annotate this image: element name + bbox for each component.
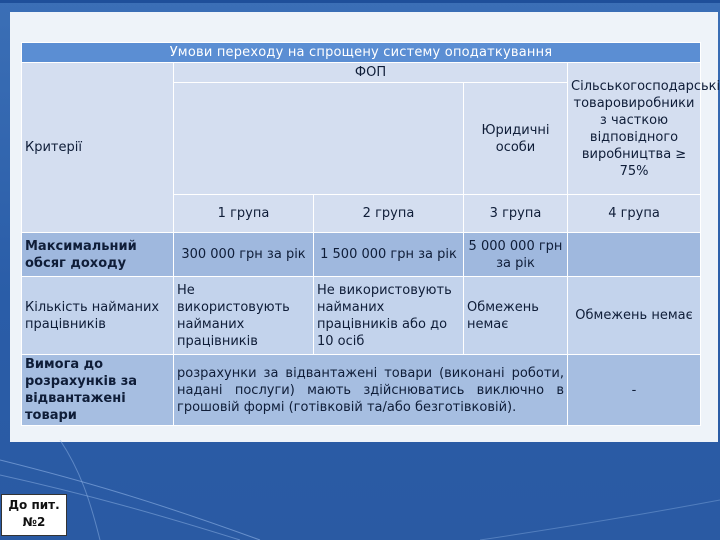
table-row [22, 355, 701, 426]
employees-group-2: Не використовують найманих працівників або до 10 осіб [314, 277, 464, 355]
payments-group-4: - [568, 355, 701, 426]
income-group-2: 1 500 000 грн за рік [314, 233, 464, 277]
note-line-1: До пит. [8, 498, 60, 512]
criterion-payments: Вимога до розрахунків за відвантажені товари [22, 355, 174, 426]
table-title: Умови переходу на спрощену систему оподаткування [22, 43, 701, 63]
income-group-4 [568, 233, 701, 277]
employees-group-1: Не використовують найманих працівників [174, 277, 314, 355]
fop-blank-cell [174, 83, 464, 195]
note-line-2: №2 [22, 515, 46, 529]
group-2-header: 2 група [314, 195, 464, 233]
income-group-3: 5 000 000 грн за рік [464, 233, 568, 277]
fop-header: ФОП [174, 63, 568, 83]
group-1-header: 1 група [174, 195, 314, 233]
top-rule [0, 0, 720, 3]
criterion-employees: Кількість найманих працівників [22, 277, 174, 355]
income-group-1: 300 000 грн за рік [174, 233, 314, 277]
group-3-header: 3 група [464, 195, 568, 233]
employees-group-3: Обмежень немає [464, 277, 568, 355]
criteria-table [21, 42, 720, 426]
criterion-income: Максимальний обсяг доходу [22, 233, 174, 277]
legal-entities-header: Юридичні особи [464, 83, 568, 195]
table-row [22, 233, 701, 277]
payments-groups-1-3: розрахунки за відвантажені товари (виконані роботи, надані послуги) мають здійснюватись виключно в грошовій формі (готівковій та/або безготівковій). [174, 355, 568, 426]
group-4-header: 4 група [568, 195, 701, 233]
decorative-lines [0, 440, 720, 540]
table-row [22, 277, 701, 355]
employees-group-4: Обмежень немає [568, 277, 701, 355]
question-note [1, 494, 67, 536]
agri-header: Сільськогосподарські товаровиробники з часткою відповідного виробництва ≥ 75% [568, 63, 701, 195]
criteria-header: Критерії [22, 63, 174, 233]
